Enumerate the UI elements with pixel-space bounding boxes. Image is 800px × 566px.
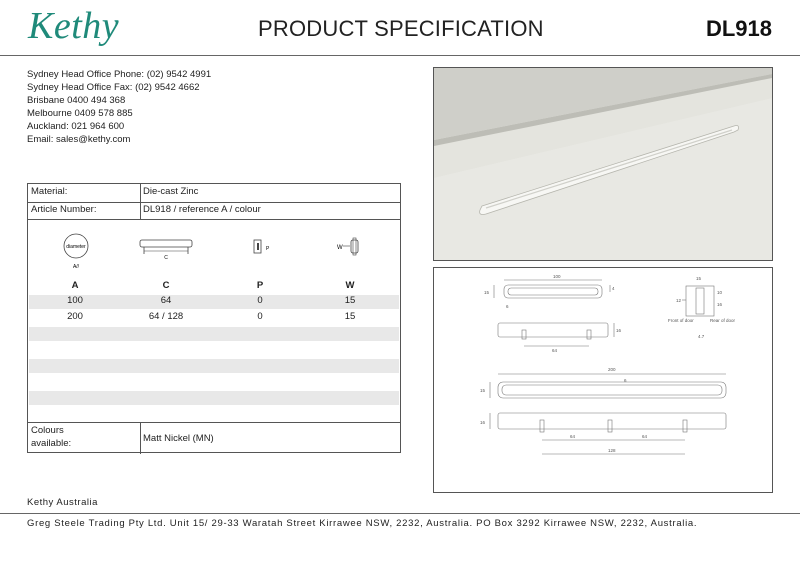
a-icon-label: A//	[72, 264, 80, 270]
dim-label: 64	[570, 434, 576, 439]
table-row	[29, 359, 399, 373]
dim-label: 16	[616, 328, 622, 333]
material-label: Material:	[31, 186, 68, 197]
material-row	[28, 184, 400, 203]
contact-line: Auckland: 021 964 600	[27, 121, 125, 132]
cell-c: 64 / 128	[148, 311, 184, 322]
col-a: A	[71, 280, 79, 291]
product-photo	[433, 67, 773, 261]
cell-c: 64	[160, 295, 172, 306]
spec-table	[27, 183, 401, 453]
col-p: P	[256, 280, 264, 291]
footer-divider	[0, 513, 800, 514]
dim-label: 16	[480, 420, 486, 425]
p-icon-label: P	[266, 246, 270, 252]
dim-label: 15	[696, 276, 702, 281]
product-photo-illustration	[434, 68, 772, 260]
company-logo: Kethy	[28, 5, 120, 47]
dim-label: Rear of door	[710, 318, 736, 323]
article-label: Article Number:	[31, 204, 97, 215]
table-row	[29, 327, 399, 341]
cell-a: 200	[67, 311, 83, 322]
colours-label: Colours	[31, 425, 64, 436]
col-w: W	[345, 280, 355, 291]
table-row	[29, 311, 399, 325]
column-divider	[140, 202, 141, 219]
contact-block	[27, 68, 211, 146]
dim-label: 12	[676, 298, 682, 303]
dim-label: 4	[612, 286, 615, 291]
dim-label: 4.7	[698, 334, 705, 339]
dim-label: 100	[553, 274, 561, 279]
material-value: Die-cast Zinc	[143, 186, 199, 197]
article-row	[28, 202, 400, 220]
contact-line: Sydney Head Office Phone: (02) 9542 4991	[27, 69, 212, 80]
dim-label: 16	[717, 302, 723, 307]
technical-drawing-svg	[434, 268, 772, 492]
colours-row	[28, 422, 400, 454]
dim-label: 128	[608, 448, 616, 453]
dim-label: 6	[506, 304, 509, 309]
contact-line: Brisbane 0400 494 368	[27, 95, 126, 106]
dimension-icons	[28, 232, 400, 272]
contact-line: Email: sales@kethy.com	[27, 134, 131, 145]
product-code: DL918	[705, 16, 772, 41]
dim-label: 15	[480, 388, 486, 393]
cell-a: 100	[67, 295, 83, 306]
technical-drawing	[433, 267, 773, 493]
dim-label: 64	[552, 348, 558, 353]
contact-line: Sydney Head Office Fax: (02) 9542 4662	[27, 82, 200, 93]
table-row	[29, 391, 399, 405]
cell-p: 0	[257, 295, 263, 306]
dim-label: 10	[717, 290, 723, 295]
dimension-diagram-icons	[28, 232, 400, 272]
c-icon-label: C	[164, 255, 168, 261]
article-value: DL918 / reference A / colour	[143, 204, 261, 215]
w-icon-label: W	[337, 245, 343, 251]
cell-w: 15	[344, 311, 356, 322]
contact-line: Melbourne 0409 578 885	[27, 108, 133, 119]
header-divider	[0, 55, 800, 56]
diameter-label: diameter	[66, 244, 86, 250]
colours-label-2: available:	[31, 438, 72, 449]
footer-company: Kethy Australia	[27, 497, 98, 508]
dim-label: 15	[484, 290, 490, 295]
dim-label: 64	[642, 434, 648, 439]
dim-label: Front of door	[668, 318, 694, 323]
column-divider	[140, 423, 141, 454]
table-row	[29, 295, 399, 309]
dim-label: 200	[608, 367, 616, 372]
cell-w: 15	[344, 295, 356, 306]
col-c: C	[162, 280, 170, 291]
cell-p: 0	[257, 311, 263, 322]
column-divider	[140, 184, 141, 202]
dim-label: 6	[624, 378, 627, 383]
page-title: PRODUCT SPECIFICATION	[258, 16, 544, 41]
colours-value: Matt Nickel (MN)	[143, 433, 214, 444]
footer-address: Greg Steele Trading Pty Ltd. Unit 15/ 29-33 Waratah Street Kirrawee NSW, 2232, Australia. PO Box 3292 Kirrawee NSW, 2232, Australia.	[27, 518, 698, 529]
